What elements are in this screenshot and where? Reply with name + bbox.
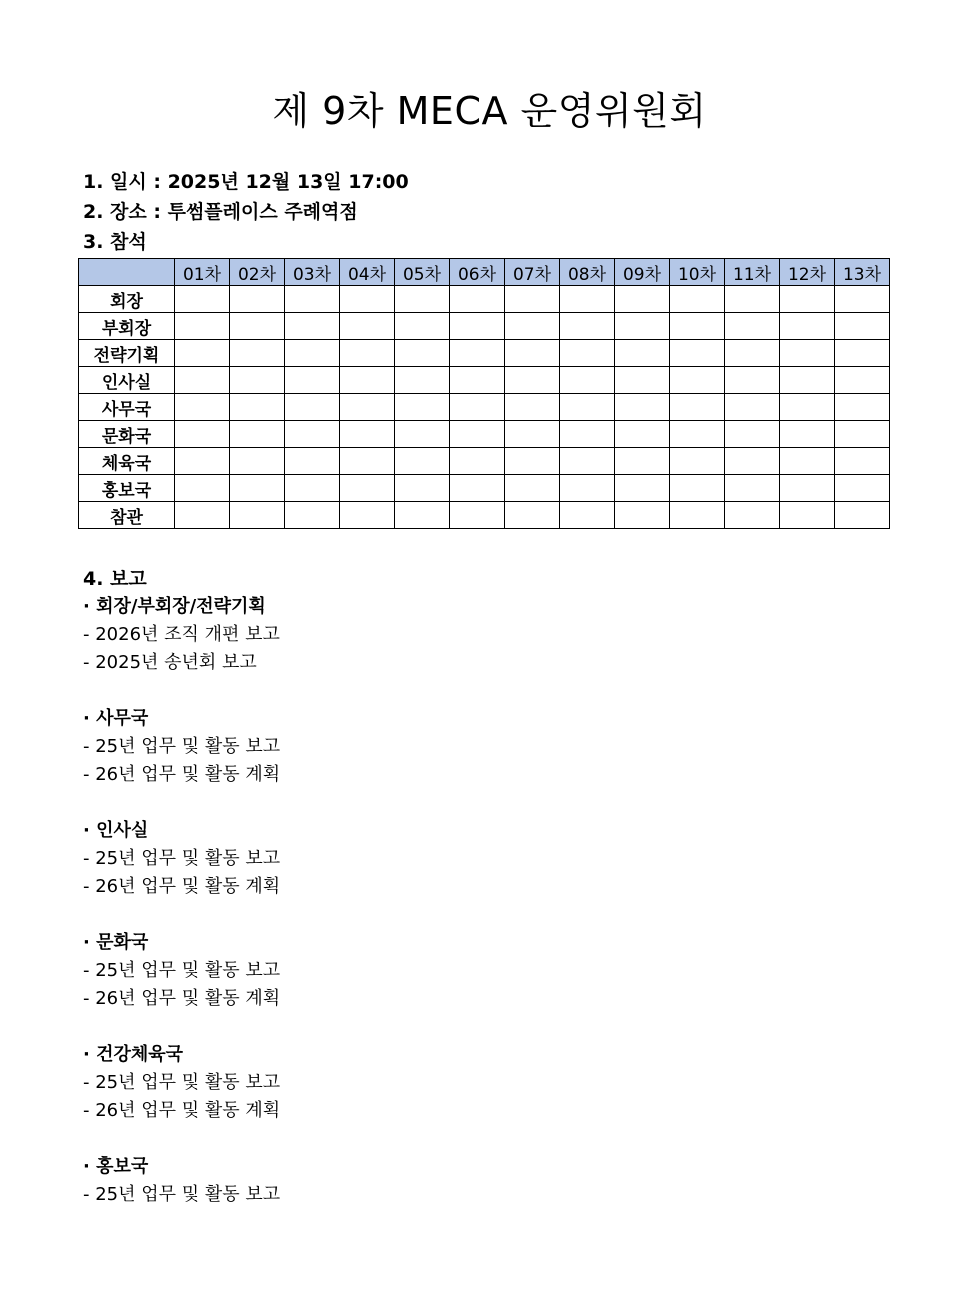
attendance-cell	[505, 313, 560, 340]
attendance-cell	[450, 367, 505, 394]
attendance-cell	[725, 475, 780, 502]
attendance-cell	[395, 448, 450, 475]
attendance-cell	[230, 286, 285, 313]
attendance-label: 3. 참석	[83, 231, 147, 253]
attendance-cell	[395, 502, 450, 529]
attendance-cell	[175, 286, 230, 313]
attendance-cell	[615, 394, 670, 421]
report-heading: 4. 보고	[83, 568, 147, 590]
attendance-cell	[670, 502, 725, 529]
report-item: - 2026년 조직 개편 보고	[83, 624, 280, 645]
attendance-cell	[505, 448, 560, 475]
attendance-cell	[505, 340, 560, 367]
attendance-cell	[175, 475, 230, 502]
attendance-cell	[615, 448, 670, 475]
attendance-cell	[340, 394, 395, 421]
attendance-cell	[725, 340, 780, 367]
attendance-cell	[670, 475, 725, 502]
attendance-cell	[450, 286, 505, 313]
report-block	[83, 817, 783, 901]
attendance-cell	[175, 502, 230, 529]
session-header: 02차	[230, 259, 285, 286]
role-label: 문화국	[79, 421, 175, 448]
attendance-cell	[835, 367, 890, 394]
attendance-cell	[560, 313, 615, 340]
attendance-cell	[340, 502, 395, 529]
attendance-row	[79, 394, 890, 421]
session-header: 11차	[725, 259, 780, 286]
meeting-place: 2. 장소 : 투썸플레이스 주례역점	[83, 201, 358, 223]
attendance-cell	[505, 286, 560, 313]
role-label: 참관	[79, 502, 175, 529]
attendance-cell	[615, 502, 670, 529]
report-block-title: · 사무국	[83, 708, 149, 729]
attendance-cell	[395, 475, 450, 502]
report-sections	[83, 593, 783, 1209]
attendance-row	[79, 475, 890, 502]
role-label: 체육국	[79, 448, 175, 475]
attendance-cell	[450, 502, 505, 529]
report-item: - 26년 업무 및 활동 계획	[83, 988, 281, 1009]
attendance-cell	[780, 421, 835, 448]
attendance-cell	[230, 475, 285, 502]
attendance-cell	[175, 448, 230, 475]
attendance-cell	[505, 475, 560, 502]
attendance-row	[79, 448, 890, 475]
report-section	[83, 565, 783, 1237]
attendance-cell	[230, 448, 285, 475]
attendance-cell	[725, 448, 780, 475]
attendance-row	[79, 502, 890, 529]
attendance-cell	[615, 421, 670, 448]
attendance-cell	[230, 394, 285, 421]
attendance-cell	[340, 367, 395, 394]
attendance-row	[79, 340, 890, 367]
attendance-cell	[670, 340, 725, 367]
attendance-cell	[230, 421, 285, 448]
attendance-cell	[340, 313, 395, 340]
attendance-cell	[780, 502, 835, 529]
attendance-cell	[615, 313, 670, 340]
session-header: 08차	[560, 259, 615, 286]
attendance-cell	[560, 448, 615, 475]
attendance-cell	[670, 367, 725, 394]
attendance-cell	[505, 394, 560, 421]
attendance-cell	[175, 367, 230, 394]
report-block	[83, 593, 783, 677]
attendance-cell	[835, 394, 890, 421]
session-header: 05차	[395, 259, 450, 286]
report-item: - 25년 업무 및 활동 보고	[83, 1072, 281, 1093]
attendance-table	[78, 258, 890, 529]
report-block	[83, 1041, 783, 1125]
role-label: 전략기획	[79, 340, 175, 367]
attendance-cell	[560, 286, 615, 313]
attendance-cell	[615, 475, 670, 502]
attendance-cell	[670, 421, 725, 448]
attendance-cell	[560, 475, 615, 502]
attendance-cell	[780, 340, 835, 367]
attendance-cell	[395, 394, 450, 421]
attendance-cell	[285, 367, 340, 394]
role-label: 사무국	[79, 394, 175, 421]
attendance-cell	[285, 313, 340, 340]
session-header: 09차	[615, 259, 670, 286]
attendance-cell	[835, 340, 890, 367]
attendance-cell	[230, 367, 285, 394]
attendance-cell	[285, 340, 340, 367]
attendance-cell	[230, 502, 285, 529]
attendance-cell	[340, 421, 395, 448]
attendance-cell	[780, 475, 835, 502]
session-header: 06차	[450, 259, 505, 286]
attendance-cell	[175, 394, 230, 421]
attendance-cell	[285, 448, 340, 475]
report-block-title: · 인사실	[83, 820, 149, 841]
role-label: 회장	[79, 286, 175, 313]
attendance-cell	[560, 421, 615, 448]
session-header: 04차	[340, 259, 395, 286]
role-label: 홍보국	[79, 475, 175, 502]
attendance-cell	[505, 367, 560, 394]
attendance-cell	[450, 394, 505, 421]
attendance-cell	[725, 421, 780, 448]
attendance-cell	[450, 421, 505, 448]
attendance-cell	[725, 502, 780, 529]
report-block-title: · 홍보국	[83, 1156, 149, 1177]
attendance-cell	[230, 313, 285, 340]
attendance-cell	[285, 502, 340, 529]
attendance-cell	[670, 394, 725, 421]
attendance-cell	[175, 421, 230, 448]
session-header: 12차	[780, 259, 835, 286]
report-block-title: · 문화국	[83, 932, 149, 953]
attendance-cell	[395, 340, 450, 367]
attendance-cell	[505, 421, 560, 448]
attendance-cell	[780, 448, 835, 475]
attendance-cell	[285, 421, 340, 448]
attendance-cell	[615, 367, 670, 394]
attendance-cell	[725, 313, 780, 340]
attendance-cell	[340, 448, 395, 475]
attendance-cell	[615, 340, 670, 367]
attendance-cell	[835, 313, 890, 340]
attendance-cell	[835, 475, 890, 502]
attendance-cell	[835, 502, 890, 529]
attendance-cell	[835, 421, 890, 448]
attendance-cell	[560, 394, 615, 421]
attendance-cell	[450, 340, 505, 367]
report-block-title: · 회장/부회장/전략기획	[83, 596, 266, 617]
attendance-cell	[725, 394, 780, 421]
report-item: - 25년 업무 및 활동 보고	[83, 1184, 281, 1205]
attendance-cell	[725, 367, 780, 394]
attendance-cell	[175, 340, 230, 367]
session-header: 13차	[835, 259, 890, 286]
report-block	[83, 1153, 783, 1209]
attendance-cell	[780, 394, 835, 421]
attendance-cell	[285, 475, 340, 502]
attendance-cell	[450, 313, 505, 340]
attendance-cell	[560, 502, 615, 529]
session-header: 03차	[285, 259, 340, 286]
attendance-cell	[780, 286, 835, 313]
attendance-cell	[450, 448, 505, 475]
attendance-cell	[175, 313, 230, 340]
report-item: - 25년 업무 및 활동 보고	[83, 848, 281, 869]
attendance-row	[79, 421, 890, 448]
meeting-date: 1. 일시 : 2025년 12월 13일 17:00	[83, 171, 409, 193]
attendance-body	[79, 286, 890, 529]
session-header: 01차	[175, 259, 230, 286]
attendance-cell	[395, 286, 450, 313]
report-block	[83, 929, 783, 1013]
attendance-row	[79, 367, 890, 394]
table-corner-cell	[79, 259, 175, 286]
attendance-cell	[340, 475, 395, 502]
attendance-cell	[560, 367, 615, 394]
role-label: 부회장	[79, 313, 175, 340]
attendance-cell	[670, 286, 725, 313]
report-item: - 26년 업무 및 활동 계획	[83, 1100, 281, 1121]
attendance-row	[79, 286, 890, 313]
attendance-cell	[725, 286, 780, 313]
report-item: - 25년 업무 및 활동 보고	[83, 736, 281, 757]
attendance-cell	[670, 313, 725, 340]
report-item: - 26년 업무 및 활동 계획	[83, 764, 281, 785]
attendance-cell	[340, 340, 395, 367]
attendance-cell	[395, 421, 450, 448]
attendance-cell	[505, 502, 560, 529]
report-item: - 2025년 송년회 보고	[83, 652, 257, 673]
attendance-cell	[835, 448, 890, 475]
document-title: 제 9차 MECA 운영위원회	[272, 89, 707, 133]
attendance-cell	[560, 340, 615, 367]
attendance-cell	[615, 286, 670, 313]
attendance-cell	[395, 367, 450, 394]
attendance-cell	[285, 286, 340, 313]
attendance-cell	[450, 475, 505, 502]
session-header: 10차	[670, 259, 725, 286]
role-label: 인사실	[79, 367, 175, 394]
session-header: 07차	[505, 259, 560, 286]
report-item: - 25년 업무 및 활동 보고	[83, 960, 281, 981]
attendance-cell	[230, 340, 285, 367]
attendance-cell	[395, 313, 450, 340]
attendance-cell	[670, 448, 725, 475]
attendance-cell	[780, 367, 835, 394]
attendance-header-row	[79, 259, 890, 286]
report-item: - 26년 업무 및 활동 계획	[83, 876, 281, 897]
report-block	[83, 705, 783, 789]
attendance-cell	[285, 394, 340, 421]
attendance-cell	[835, 286, 890, 313]
attendance-row	[79, 313, 890, 340]
attendance-cell	[340, 286, 395, 313]
attendance-cell	[780, 313, 835, 340]
report-block-title: · 건강체육국	[83, 1044, 184, 1065]
